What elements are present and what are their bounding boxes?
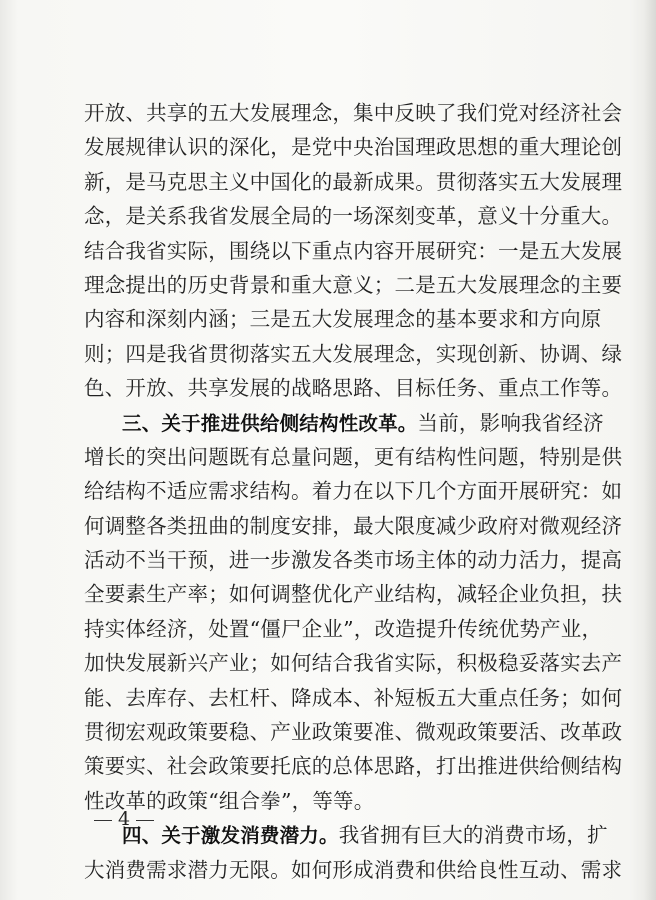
paragraph-line: 念，是关系我省发展全局的一场深刻变革，意义十分重大。 — [84, 204, 623, 229]
paragraph-line: 新，是马克思主义中国化的最新成果。贯彻落实五大发展理 — [84, 169, 623, 194]
section-4-first-line-text: 我省拥有巨大的消费市场，扩 — [338, 823, 608, 848]
paragraph-line: 加快发展新兴产业；如何结合我省实际，积极稳妥落实去产 — [84, 651, 623, 676]
paragraph-line: 增长的突出问题既有总量问题，更有结构性问题，特别是供 — [84, 444, 623, 469]
page-number-value: 4 — [118, 808, 131, 830]
paragraph-line: 活动不当干预，进一步激发各类市场主体的动力活力，提高 — [84, 548, 623, 573]
paragraph-line: 全要素生产率；如何调整优化产业结构，减轻企业负担，扶 — [84, 582, 623, 607]
paragraph-line: 色、开放、共享发展的战略思路、目标任务、重点工作等。 — [84, 376, 623, 401]
page-number — [88, 804, 160, 834]
paragraph-line: 发展规律认识的深化，是党中央治国理政思想的重大理论创 — [84, 135, 623, 160]
paragraph-line: 则；四是我省贯彻落实五大发展理念，实现创新、协调、绿 — [84, 341, 623, 366]
page-number-dash-left — [94, 820, 112, 821]
page-number-dash-right — [136, 820, 154, 821]
scan-shadow — [644, 0, 656, 900]
section-3-first-line-text: 当前，影响我省经济 — [417, 410, 604, 435]
paragraph-line: 理念提出的历史背景和重大意义；二是五大发展理念的主要 — [84, 272, 623, 297]
paragraph-line: 大消费需求潜力无限。如何形成消费和供给良性互动、需求 — [84, 857, 623, 882]
body-text — [84, 96, 623, 887]
paragraph-line: 能、去库存、去杠杆、降成本、补短板五大重点任务；如何 — [84, 685, 623, 710]
section-3-first-line — [84, 406, 604, 440]
paragraph-line: 策要实、社会政策要托底的总体思路，打出推进供给侧结构 — [84, 754, 623, 779]
paragraph-line: 内容和深刻内涵；三是五大发展理念的基本要求和方向原 — [84, 307, 602, 332]
paragraph-line: 结合我省实际，围绕以下重点内容开展研究：一是五大发展 — [84, 238, 623, 263]
paragraph-line: 贯彻宏观政策要稳、产业政策要准、微观政策要活、改革政 — [84, 720, 623, 745]
section-3-heading: 三、关于推进供给侧结构性改革。 — [122, 411, 418, 435]
paragraph-line: 持实体经济，处置“僵尸企业”，改造提升传统优势产业， — [84, 616, 603, 641]
paragraph-line: 开放、共享的五大发展理念，集中反映了我们党对经济社会 — [84, 101, 623, 125]
paragraph-line: 给结构不适应需求结构。着力在以下几个方面开展研究：如 — [84, 479, 623, 504]
paragraph-line: 何调整各类扭曲的制度安排，最大限度减少政府对微观经济 — [84, 513, 623, 538]
section-4-heading: 四、关于激发消费潜力。 — [122, 824, 339, 848]
paragraph-line: 性改革的政策“组合拳”，等等。 — [84, 788, 375, 813]
